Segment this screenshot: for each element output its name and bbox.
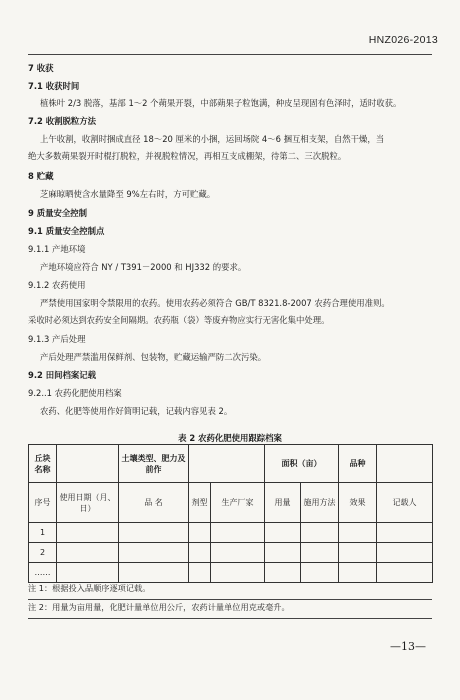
col-dosage: 用量: [265, 483, 301, 523]
section-8-text: 芝麻晾晒使含水量降至 9%左右时，方可贮藏。: [40, 189, 216, 199]
soil-label: 土壤类型、肥力及前作: [119, 445, 189, 483]
section-9-2-1-text: 农药、化肥等使用作好简明记载，记载内容见表 2。: [40, 406, 233, 416]
table-2-title: 表 2 农药化肥使用跟踪档案: [178, 433, 282, 443]
col-method: 施用方法: [301, 483, 339, 523]
area-label: 面积（亩）: [265, 445, 339, 483]
section-9-1-2-text-line2: 采收时必须达到农药安全间隔期。农药瓶（袋）等废弃物应实行无害化集中处理。: [28, 315, 330, 325]
section-8-heading: 8 贮藏: [28, 171, 54, 181]
row-index: 1: [29, 523, 57, 543]
variety-value: [377, 445, 433, 483]
section-9-1-3-heading: 9.1.3 产后处理: [28, 334, 86, 344]
col-recorder: 记载人: [377, 483, 433, 523]
section-9-1-2-heading: 9.1.2 农药使用: [28, 280, 86, 290]
col-index: 序号: [29, 483, 57, 523]
section-9-1-3-text: 产后处理严禁滥用保鲜剂、包装物，贮藏运输严防二次污染。: [40, 352, 267, 362]
section-7-2-heading: 7.2 收割脱粒方法: [28, 116, 97, 126]
field-name-value: [57, 445, 119, 483]
section-9-2-heading: 9.2 田间档案记载: [28, 370, 97, 380]
section-9-1-heading: 9.1 质量安全控制点: [28, 226, 105, 236]
table-header-row: [29, 483, 433, 523]
section-9-1-2-text-line1: 严禁使用国家明令禁限用的农药。使用农药必须符合 GB/T 8321.8-2007 农药合理使用准则。: [40, 298, 390, 308]
notes-divider: [28, 599, 432, 600]
table-row: [29, 543, 433, 563]
col-effect: 效果: [339, 483, 377, 523]
col-date: 使用日期（月、日）: [57, 483, 119, 523]
standard-code: HNZ026-2013: [368, 34, 438, 46]
row-index: ……: [29, 563, 57, 583]
row-index: 2: [29, 543, 57, 563]
section-9-2-1-heading: 9.2..1 农药化肥使用档案: [28, 388, 122, 398]
table-row: [29, 563, 433, 583]
soil-value: [189, 445, 265, 483]
section-7-heading: 7 收获: [28, 63, 54, 73]
section-7-2-text-line1: 上午收割，收割时捆成直径 18～20 厘米的小捆，运回场院 4～6 捆互相支架，自然干燥，当: [40, 134, 385, 144]
note-1: 注 1：根据投入品顺序逐项记载。: [28, 583, 151, 593]
col-formulation: 剂型: [189, 483, 211, 523]
section-9-1-1-heading: 9.1.1 产地环境: [28, 244, 86, 254]
pesticide-fertilizer-table: [28, 444, 433, 583]
section-7-1-text: 植株叶 2/3 脱落，基部 1～2 个蒴果开裂，中部蒴果子粒饱满，种皮呈现固有色泽时，适时收获。: [40, 98, 402, 108]
section-9-1-1-text: 产地环境应符合 NY / T391－2000 和 HJ332 的要求。: [40, 262, 247, 272]
section-9-heading: 9 质量安全控制: [28, 208, 87, 218]
section-7-1-heading: 7.1 收获时间: [28, 81, 80, 91]
col-product-name: 品 名: [119, 483, 189, 523]
variety-label: 品种: [339, 445, 377, 483]
note-2: 注 2：用量为亩用量，化肥计量单位用公斤，农药计量单位用克或毫升。: [28, 602, 290, 612]
table-row: [29, 523, 433, 543]
section-7-2-text-line2: 绝大多数蒴果裂开时棍打脱粒，并视脱粒情况，再相互支成棚架，待第二、三次脱粒。: [28, 151, 347, 161]
page-number: —13—: [390, 640, 426, 653]
table-meta-row: [29, 445, 433, 483]
header-rule: [28, 54, 432, 55]
table-bottom-rule: [28, 618, 432, 619]
field-name-label: 丘块名称: [29, 445, 57, 483]
col-manufacturer: 生产厂家: [211, 483, 265, 523]
